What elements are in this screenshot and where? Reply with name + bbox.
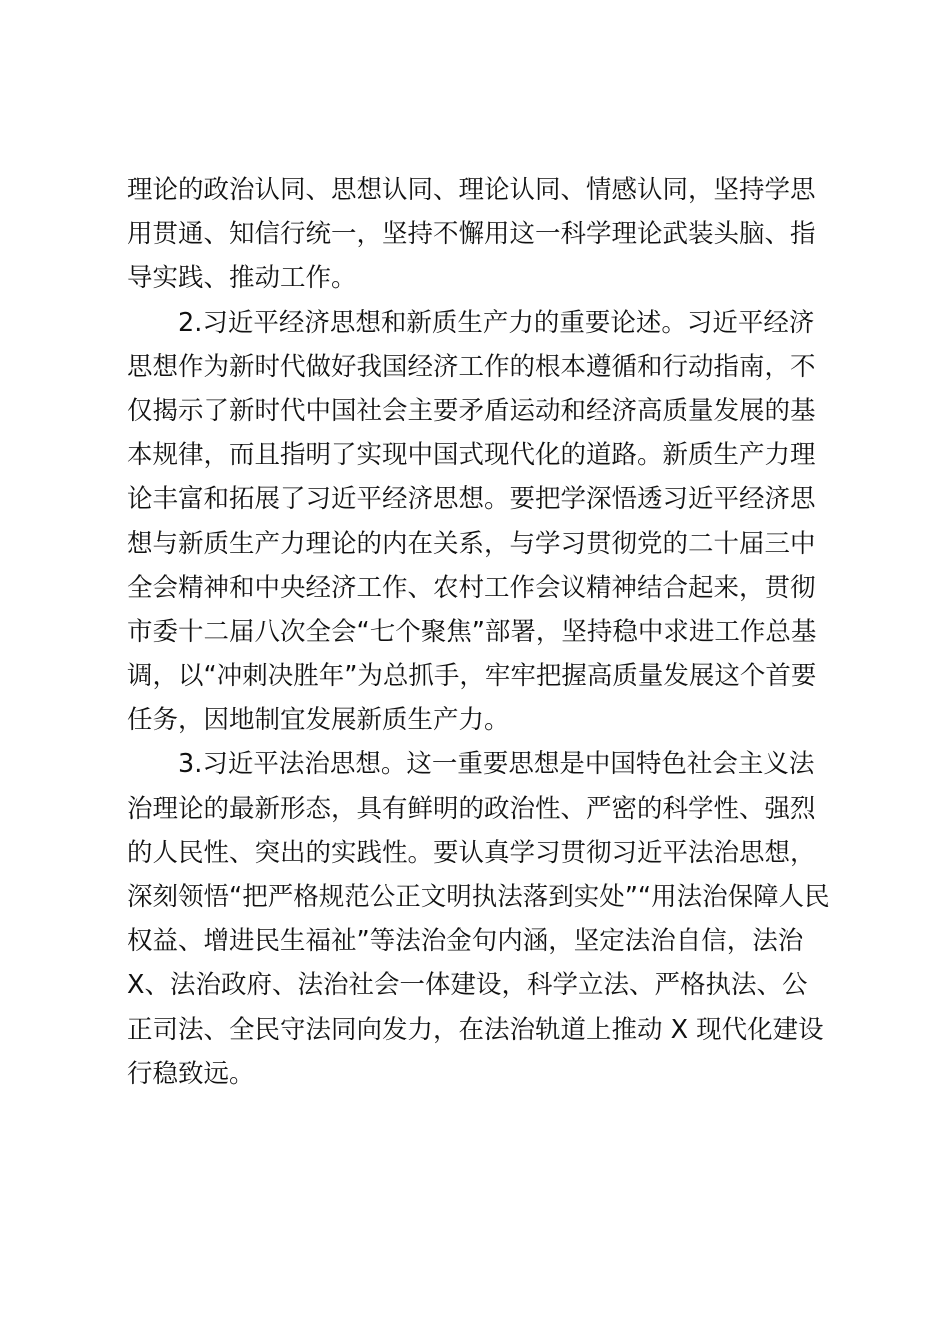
text-line: 用贯通、知信行统一，坚持不懈用这一科学理论武装头脑、指 [127, 219, 816, 250]
text-line: 权益、增进民生福祉”等法治金句内涵，坚定法治自信，法治 [127, 926, 804, 957]
paragraph-rule-of-law-thought [127, 742, 830, 1096]
paragraph-economic-thought [127, 301, 827, 743]
text-line: 本规律，而且指明了实现中国式现代化的道路。新质生产力理 [127, 440, 816, 471]
text-line: 仅揭示了新时代中国社会主要矛盾运动和经济高质量发展的基 [127, 395, 816, 426]
text-line: 任务，因地制宜发展新质生产力。 [127, 705, 510, 736]
text-line: 想与新质生产力理论的内在关系，与学习贯彻党的二十届三中 [127, 528, 816, 559]
text-line: 导实践、推动工作。 [127, 263, 357, 294]
text-line: X、法治政府、法治社会一体建设，科学立法、严格执法、公 [127, 970, 808, 1001]
text-line: 的人民性、突出的实践性。要认真学习贯彻习近平法治思想， [127, 837, 816, 868]
text-line: 理论的政治认同、思想认同、理论认同、情感认同，坚持学思 [127, 175, 816, 205]
text-line: 思想作为新时代做好我国经济工作的根本遵循和行动指南，不 [127, 351, 816, 382]
text-line: 调，以“冲刺决胜年”为总抓手，牢牢把握高质量发展这个首要 [127, 661, 817, 692]
text-line: 治理论的最新形态，具有鲜明的政治性、严密的科学性、强烈 [127, 793, 816, 824]
text-line: 行稳致远。 [127, 1058, 255, 1089]
paragraph-1-continuation [127, 168, 827, 301]
text-line: 2.习近平经济思想和新质生产力的重要论述。习近平经济 [178, 307, 815, 338]
text-line: 全会精神和中央经济工作、农村工作会议精神结合起来，贯彻 [127, 572, 816, 603]
text-line: 正司法、全民守法同向发力，在法治轨道上推动 X 现代化建设 [127, 1014, 824, 1045]
text-line: 论丰富和拓展了习近平经济思想。要把学深悟透习近平经济思 [127, 484, 816, 515]
document-body [127, 168, 830, 1096]
text-line: 深刻领悟“把严格规范公正文明执法落到实处”“用法治保障人民 [127, 882, 830, 912]
text-line: 3.习近平法治思想。这一重要思想是中国特色社会主义法 [178, 749, 815, 780]
text-line: 市委十二届八次全会“七个聚焦”部署，坚持稳中求进工作总基 [127, 616, 817, 647]
